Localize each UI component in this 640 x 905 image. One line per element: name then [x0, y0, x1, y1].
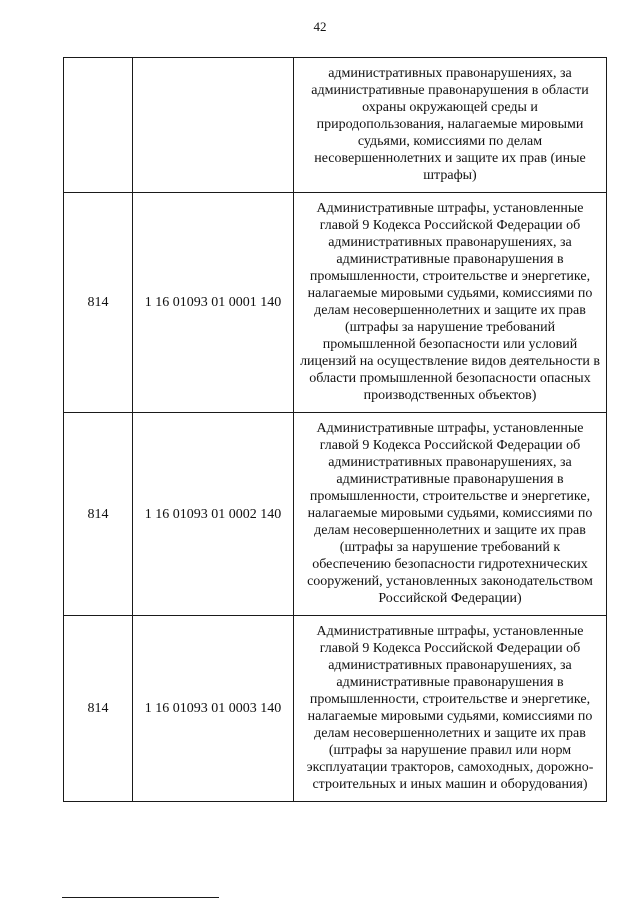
budget-codes-table [63, 57, 607, 802]
footnote-divider [62, 897, 219, 898]
table-row [64, 193, 607, 413]
admin-code-cell [64, 58, 133, 193]
description-cell: Административные штрафы, установленные главой 9 Кодекса Российской Федерации об административных правонарушениях, за административные правонарушения в промышленности, строительстве и энергетике, налагаемые мировыми судьями, комиссиями по делам несовершеннолетних и защите их прав (штрафы за нарушение правил или норм эксплуатации тракторов, самоходных, дорожно-строительных и иных машин и оборудования) [294, 616, 607, 802]
admin-code-cell: 814 [64, 413, 133, 616]
kbk-code-cell: 1 16 01093 01 0001 140 [133, 193, 294, 413]
table-row [64, 413, 607, 616]
kbk-code-cell: 1 16 01093 01 0003 140 [133, 616, 294, 802]
table-row [64, 616, 607, 802]
kbk-code-cell [133, 58, 294, 193]
page-number: 42 [313, 19, 327, 34]
admin-code-cell: 814 [64, 193, 133, 413]
table-row [64, 58, 607, 193]
description-cell: Административные штрафы, установленные главой 9 Кодекса Российской Федерации об административных правонарушениях, за административные правонарушения в промышленности, строительстве и энергетике, налагаемые мировыми судьями, комиссиями по делам несовершеннолетних и защите их прав (штрафы за нарушение требований промышленной безопасности или условий лицензий на осуществление видов деятельности в области промышленной безопасности опасных производственных объектов) [294, 193, 607, 413]
description-cell: административных правонарушениях, за административные правонарушения в области охраны окружающей среды и природопользования, налагаемые мировыми судьями, комиссиями по делам несовершеннолетних и защите их прав (иные штрафы) [294, 58, 607, 193]
description-cell: Административные штрафы, установленные главой 9 Кодекса Российской Федерации об административных правонарушениях, за административные правонарушения в промышленности, строительстве и энергетике, налагаемые мировыми судьями, комиссиями по делам несовершеннолетних и защите их прав (штрафы за нарушение требований к обеспечению безопасности гидротехнических сооружений, установленных законодательством Российской Федерации) [294, 413, 607, 616]
kbk-code-cell: 1 16 01093 01 0002 140 [133, 413, 294, 616]
admin-code-cell: 814 [64, 616, 133, 802]
